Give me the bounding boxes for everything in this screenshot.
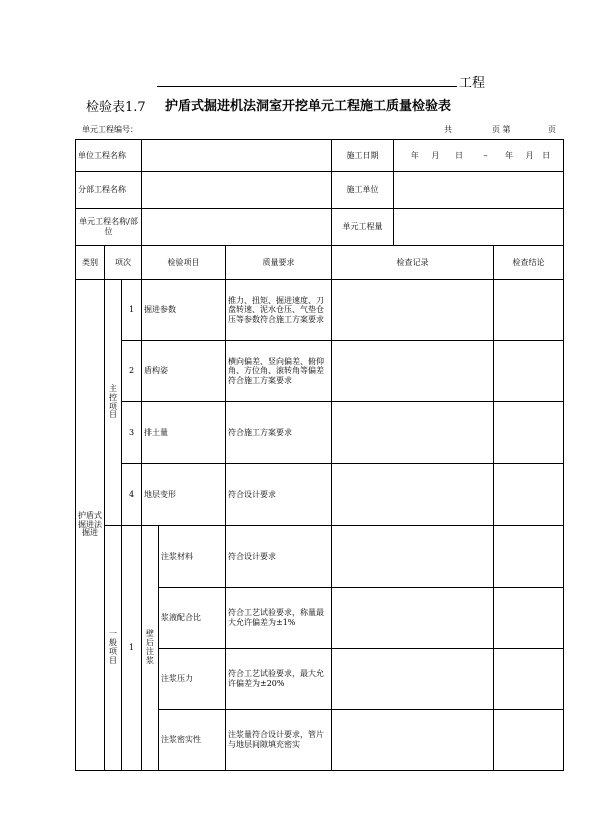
col-quality-requirement: 质量要求 bbox=[226, 246, 332, 280]
inspection-conclusion-cell[interactable] bbox=[494, 710, 564, 771]
page-suffix: 页 bbox=[548, 125, 556, 134]
project-name-line bbox=[157, 86, 457, 87]
quality-requirement: 符合设计要求 bbox=[226, 464, 332, 526]
form-number: 检验表1.7 bbox=[86, 100, 146, 115]
inspection-record-cell[interactable] bbox=[332, 710, 494, 771]
quality-requirement: 符合设计要求 bbox=[226, 526, 332, 588]
unit-work-name-label: 单元工程名称/部位 bbox=[76, 209, 142, 246]
inspection-item-name: 盾构姿 bbox=[142, 341, 226, 402]
col-inspection-item: 检验项目 bbox=[142, 246, 226, 280]
quality-requirement: 符合工艺试验要求，称量最大允许偏差为±1% bbox=[226, 588, 332, 649]
unit-work-quantity-label: 单元工程量 bbox=[332, 209, 394, 246]
inspection-conclusion-cell[interactable] bbox=[494, 588, 564, 649]
inspection-record-cell[interactable] bbox=[332, 464, 494, 526]
inspection-conclusion-cell[interactable] bbox=[494, 526, 564, 588]
inspection-record-cell[interactable] bbox=[332, 649, 494, 710]
division-project-name-value[interactable] bbox=[142, 172, 332, 209]
project-suffix: 工程 bbox=[459, 76, 486, 91]
main-control-cell bbox=[105, 280, 122, 526]
unit-project-name-label: 单位工程名称 bbox=[76, 140, 142, 172]
quality-requirement: 注浆量符合设计要求，管片与地层间隙填充密实 bbox=[226, 710, 332, 771]
general-cell bbox=[105, 526, 122, 771]
unit-project-name-value[interactable] bbox=[142, 140, 332, 172]
construction-date-label: 施工日期 bbox=[332, 140, 394, 172]
unit-work-quantity-value[interactable] bbox=[394, 209, 564, 246]
inspection-item-name: 排土量 bbox=[142, 402, 226, 464]
inspection-record-cell[interactable] bbox=[332, 526, 494, 588]
grouting-label: 壁后注浆 bbox=[146, 629, 154, 665]
construction-unit-value[interactable] bbox=[394, 172, 564, 209]
item-no: 4 bbox=[122, 464, 142, 526]
general-item-no: 1 bbox=[122, 526, 142, 771]
total-pages-label: 共 bbox=[444, 125, 452, 134]
quality-requirement: 符合施工方案要求 bbox=[226, 402, 332, 464]
inspection-item-name: 注浆压力 bbox=[159, 649, 226, 710]
form-title: 护盾式掘进机法洞室开挖单元工程施工质量检验表 bbox=[165, 99, 452, 114]
col-inspection-conclusion: 检查结论 bbox=[494, 246, 564, 280]
inspection-record-cell[interactable] bbox=[332, 280, 494, 341]
inspection-conclusion-cell[interactable] bbox=[494, 280, 564, 341]
inspection-conclusion-cell[interactable] bbox=[494, 464, 564, 526]
construction-unit-label: 施工单位 bbox=[332, 172, 394, 209]
construction-date-value[interactable]: 年 月 日 – 年 月 日 bbox=[394, 140, 564, 172]
inspection-conclusion-cell[interactable] bbox=[494, 402, 564, 464]
inspection-record-cell[interactable] bbox=[332, 402, 494, 464]
main-control-label: 主控项目 bbox=[109, 383, 117, 420]
item-no: 2 bbox=[122, 341, 142, 402]
quality-requirement: 横向偏差、竖向偏差、俯仰角、方位角、滚转角等偏差符合施工方案要求 bbox=[226, 341, 332, 402]
inspection-record-cell[interactable] bbox=[332, 341, 494, 402]
unit-code-label: 单元工程编号： bbox=[82, 125, 138, 134]
inspection-item-name: 地层变形 bbox=[142, 464, 226, 526]
item-no: 1 bbox=[122, 280, 142, 341]
inspection-conclusion-cell[interactable] bbox=[494, 649, 564, 710]
inspection-table bbox=[75, 139, 564, 771]
page-label: 页 第 bbox=[492, 125, 511, 134]
quality-requirement: 符合工艺试验要求，最大允许偏差为±20% bbox=[226, 649, 332, 710]
inspection-conclusion-cell[interactable] bbox=[494, 341, 564, 402]
inspection-item-name: 注浆材料 bbox=[159, 526, 226, 588]
col-category: 类别 bbox=[76, 246, 105, 280]
category-cell bbox=[76, 280, 105, 771]
inspection-item-name: 掘进参数 bbox=[142, 280, 226, 341]
col-inspection-record: 检查记录 bbox=[332, 246, 494, 280]
grouting-cell bbox=[142, 526, 159, 771]
division-project-name-label: 分部工程名称 bbox=[76, 172, 142, 209]
inspection-item-name: 浆液配合比 bbox=[159, 588, 226, 649]
general-label: 一般项目 bbox=[109, 629, 117, 665]
inspection-item-name: 注浆密实性 bbox=[159, 710, 226, 771]
item-no: 3 bbox=[122, 402, 142, 464]
category-label: 护盾式掘进法掘进 bbox=[78, 510, 102, 538]
unit-work-name-value[interactable] bbox=[142, 209, 332, 246]
inspection-record-cell[interactable] bbox=[332, 588, 494, 649]
quality-requirement: 推力、扭矩、掘进速度、刀盘转速、泥水仓压、气垫仓压等参数符合施工方案要求 bbox=[226, 280, 332, 341]
col-item-no: 项次 bbox=[105, 246, 142, 280]
